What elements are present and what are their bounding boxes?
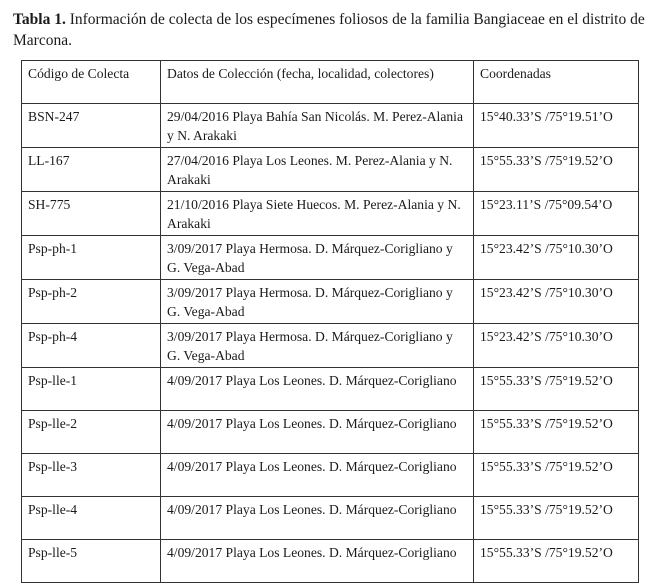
table-caption-label: Tabla 1. [13, 11, 66, 28]
cell-coordenadas: 15°55.33’S /75°19.52’O [474, 540, 639, 583]
cell-codigo: LL-167 [22, 148, 161, 192]
header-codigo: Código de Colecta [22, 61, 161, 104]
table-caption [13, 9, 645, 51]
cell-codigo: Psp-ph-4 [22, 324, 161, 368]
cell-codigo: BSN-247 [22, 104, 161, 148]
header-datos: Datos de Colección (fecha, localidad, colectores) [161, 61, 474, 104]
cell-datos: 4/09/2017 Playa Los Leones. D. Márquez-Corigliano [161, 411, 474, 454]
table-row [22, 454, 639, 497]
table-row [22, 497, 639, 540]
cell-coordenadas: 15°23.42’S /75°10.30’O [474, 236, 639, 280]
cell-coordenadas: 15°55.33’S /75°19.52’O [474, 411, 639, 454]
cell-coordenadas: 15°40.33’S /75°19.51’O [474, 104, 639, 148]
table-row [22, 368, 639, 411]
table-row [22, 411, 639, 454]
cell-coordenadas: 15°55.33’S /75°19.52’O [474, 148, 639, 192]
cell-codigo: SH-775 [22, 192, 161, 236]
table-caption-text: Información de colecta de los especímenes foliosos de la familia Bangiaceae en el distrito de Marcona. [13, 11, 645, 49]
cell-codigo: Psp-lle-5 [22, 540, 161, 583]
table-row [22, 540, 639, 583]
cell-datos: 29/04/2016 Playa Bahía San Nicolás. M. Perez-Alania y N. Arakaki [161, 104, 474, 148]
cell-codigo: Psp-ph-2 [22, 280, 161, 324]
cell-coordenadas: 15°55.33’S /75°19.52’O [474, 454, 639, 497]
table-row [22, 280, 639, 324]
cell-codigo: Psp-ph-1 [22, 236, 161, 280]
cell-codigo: Psp-lle-1 [22, 368, 161, 411]
cell-datos: 4/09/2017 Playa Los Leones. D. Márquez-Corigliano [161, 368, 474, 411]
cell-datos: 4/09/2017 Playa Los Leones. D. Márquez-Corigliano [161, 454, 474, 497]
cell-datos: 27/04/2016 Playa Los Leones. M. Perez-Alania y N. Arakaki [161, 148, 474, 192]
cell-datos: 3/09/2017 Playa Hermosa. D. Márquez-Corigliano y G. Vega-Abad [161, 236, 474, 280]
table-row [22, 324, 639, 368]
header-row [22, 61, 639, 104]
cell-coordenadas: 15°23.11’S /75°09.54’O [474, 192, 639, 236]
table-header [22, 61, 639, 104]
cell-datos: 4/09/2017 Playa Los Leones. D. Márquez-Corigliano [161, 497, 474, 540]
cell-coordenadas: 15°55.33’S /75°19.52’O [474, 497, 639, 540]
cell-coordenadas: 15°23.42’S /75°10.30’O [474, 280, 639, 324]
cell-coordenadas: 15°55.33’S /75°19.52’O [474, 368, 639, 411]
specimen-table [21, 60, 639, 583]
cell-coordenadas: 15°23.42’S /75°10.30’O [474, 324, 639, 368]
cell-datos: 3/09/2017 Playa Hermosa. D. Márquez-Corigliano y G. Vega-Abad [161, 324, 474, 368]
cell-datos: 21/10/2016 Playa Siete Huecos. M. Perez-Alania y N. Arakaki [161, 192, 474, 236]
table-body [22, 104, 639, 583]
cell-codigo: Psp-lle-4 [22, 497, 161, 540]
cell-datos: 3/09/2017 Playa Hermosa. D. Márquez-Corigliano y G. Vega-Abad [161, 280, 474, 324]
cell-codigo: Psp-lle-3 [22, 454, 161, 497]
table-row [22, 236, 639, 280]
header-coordenadas: Coordenadas [474, 61, 639, 104]
cell-datos: 4/09/2017 Playa Los Leones. D. Márquez-Corigliano [161, 540, 474, 583]
table-row [22, 104, 639, 148]
table-row [22, 148, 639, 192]
table-row [22, 192, 639, 236]
cell-codigo: Psp-lle-2 [22, 411, 161, 454]
